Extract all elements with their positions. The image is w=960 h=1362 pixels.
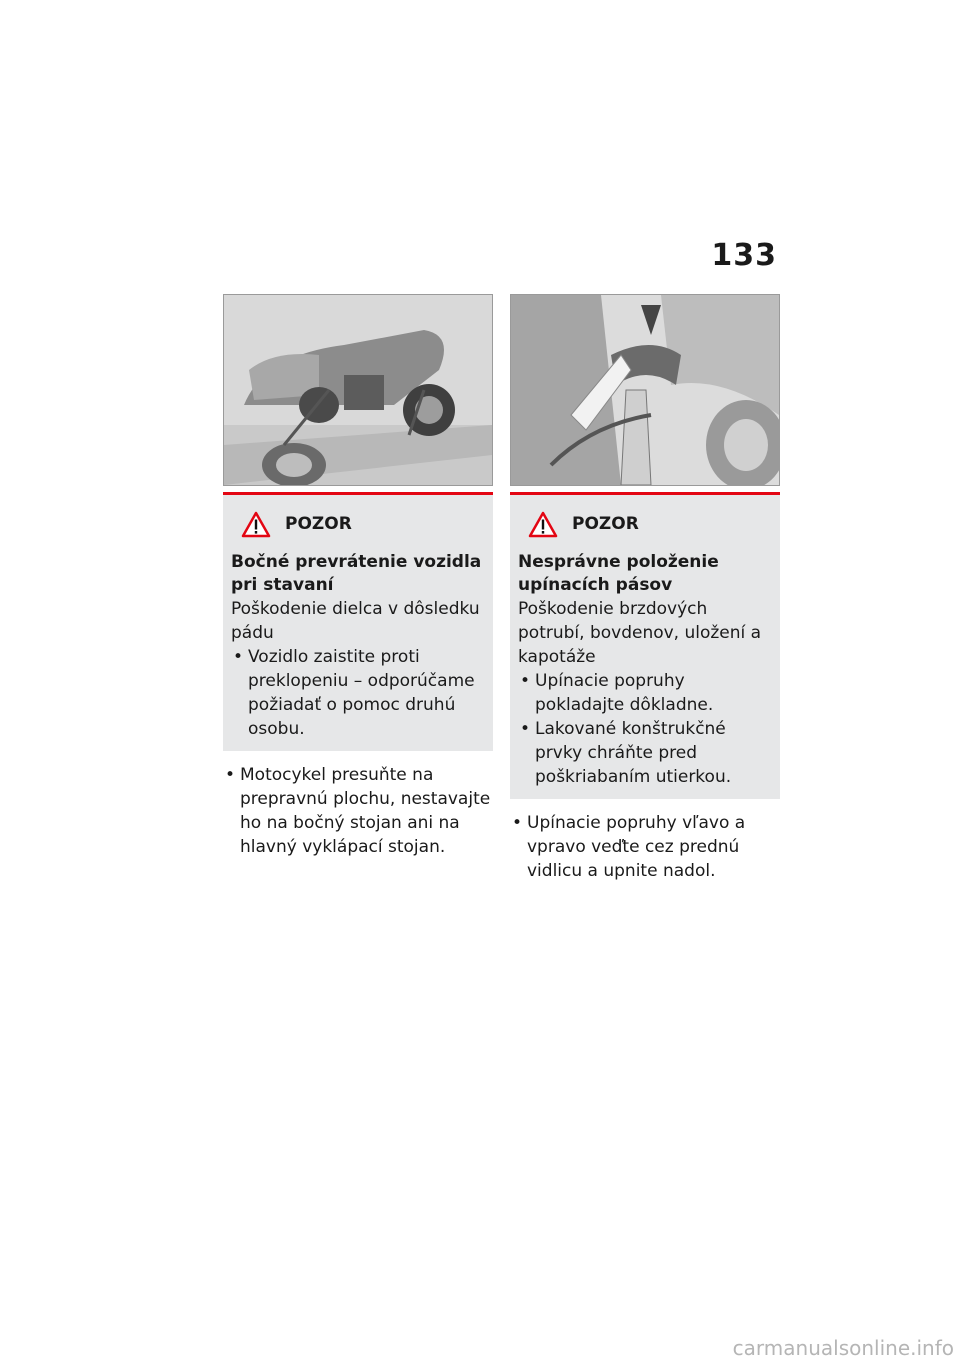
motorcycle-on-trailer-photo [223, 294, 493, 486]
list-item: • Upínacie popruhy vľavo a vpravo veďte cez prednú vidlicu a upnite nadol. [510, 811, 780, 883]
warning-title: Nesprávne položenie upínacích pásov [518, 552, 719, 595]
warning-box [223, 492, 493, 751]
watermark: carmanualsonline.info [732, 1336, 954, 1360]
list-item: • Motocykel presuňte na prepravnú plochu, nestavajte ho na bočný stojan ani na hlavný vyklápací stojan. [223, 763, 493, 859]
right-column [510, 294, 780, 883]
warning-box [510, 492, 780, 799]
fork-strap-photo [510, 294, 780, 486]
left-column [223, 294, 493, 859]
warning-text: Poškodenie brzdových potrubí, bovdenov, uložení a kapotáže [518, 599, 762, 667]
instruction-list [510, 811, 780, 883]
warning-header [528, 505, 772, 543]
warning-title: Bočné prevrátenie vozidla pri stavaní [231, 552, 482, 595]
warning-bullet-list [518, 669, 772, 789]
list-item: • Vozidlo zaistite proti preklopeniu – odporúčame požiadať o pomoc druhú osobu. [231, 645, 485, 741]
page-number: 133 [711, 238, 777, 273]
warning-text: Poškodenie dielca v dôsledku pádu [231, 599, 480, 643]
instruction-list [223, 763, 493, 859]
warning-triangle-icon [241, 511, 271, 538]
warning-bullet-list [231, 645, 485, 741]
list-item: • Lakované konštrukčné prvky chráňte pred poškriabaním utierkou. [518, 717, 772, 789]
list-item: • Upínacie popruhy pokladajte dôkladne. [518, 669, 772, 717]
warning-label: POZOR [572, 514, 639, 534]
warning-triangle-icon [528, 511, 558, 538]
warning-label: POZOR [285, 514, 352, 534]
warning-header [241, 505, 485, 543]
